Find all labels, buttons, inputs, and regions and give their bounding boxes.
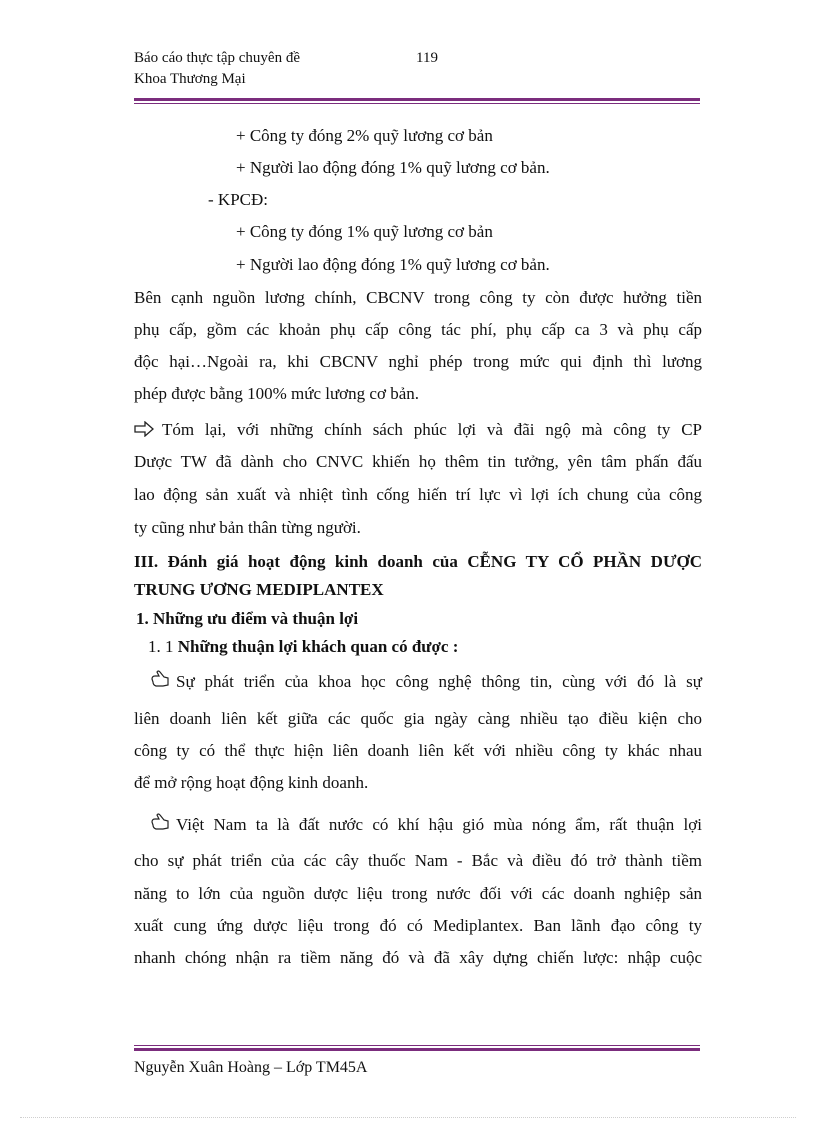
page-edge <box>20 1117 796 1118</box>
section-heading: TRUNG ƯƠNG MEDIPLANTEX <box>134 580 384 599</box>
paragraph-line: phép được bằng 100% mức lương cơ bản. <box>134 384 419 403</box>
header-rule <box>134 98 700 104</box>
paragraph-line: năng to lớn của nguồn dược liệu trong nước đối với các doanh nghiệp sản <box>134 884 702 903</box>
footer-author: Nguyễn Xuân Hoàng – Lớp TM45A <box>134 1059 368 1076</box>
paragraph-line: Dược TW đã dành cho CNVC khiến họ thêm tin tưởng, yên tâm phấn đấu <box>134 452 702 471</box>
paragraph-line: để mở rộng hoạt động kinh doanh. <box>134 773 369 792</box>
header-report-title: Báo cáo thực tập chuyên đề <box>134 50 300 66</box>
footer-rule <box>134 1045 700 1051</box>
paragraph-line: xuất cung ứng dược liệu trong đó có Mediplantex. Ban lãnh đạo công ty <box>134 916 702 935</box>
subsection-title: Những thuận lợi khách quan có được : <box>177 637 459 656</box>
list-item: + Công ty đóng 2% quỹ lương cơ bản <box>236 126 493 145</box>
header-faculty: Khoa Thương Mại <box>134 71 246 87</box>
subsection-heading <box>148 637 458 657</box>
paragraph-line: lao động sản xuất và nhiệt tình cống hiến trí lực vì lợi ích chung của công <box>134 485 702 504</box>
list-item: + Người lao động đóng 1% quỹ lương cơ bản. <box>236 158 550 177</box>
right-arrow-icon <box>134 421 154 442</box>
paragraph-line: phụ cấp, gồm các khoản phụ cấp công tác phí, phụ cấp ca 3 và phụ cấp <box>134 320 702 339</box>
paragraph-line: Bên cạnh nguồn lương chính, CBCNV trong công ty còn được hưởng tiền <box>134 288 702 307</box>
paragraph-line: Tóm lại, với những chính sách phúc lợi và đãi ngộ mà công ty CP <box>162 420 702 439</box>
section-heading: III. Đánh giá hoạt động kinh doanh của CỄNG TY CỔ PHẦN DƯỢC <box>134 552 702 571</box>
paragraph-line: Việt Nam ta là đất nước có khí hậu gió mùa nóng ẩm, rất thuận lợi <box>176 815 702 834</box>
list-item: - KPCĐ: <box>208 190 268 209</box>
paragraph-line: liên doanh liên kết giữa các quốc gia ngày càng nhiều tạo điều kiện cho <box>134 709 702 728</box>
subsection-heading: 1. Những ưu điểm và thuận lợi <box>136 609 359 628</box>
page-number: 119 <box>416 50 438 66</box>
pointing-hand-icon <box>150 813 170 836</box>
pointing-hand-icon <box>150 670 170 693</box>
paragraph-line: công ty có thể thực hiện liên doanh liên kết với nhiều công ty khác nhau <box>134 741 702 760</box>
paragraph-line: ty cũng như bản thân từng người. <box>134 518 361 537</box>
list-item: + Công ty đóng 1% quỹ lương cơ bản <box>236 222 493 241</box>
subsection-number: 1. 1 <box>148 637 174 656</box>
paragraph-line: nhanh chóng nhận ra tiềm năng đó và đã xây dựng chiến lược: nhập cuộc <box>134 948 702 967</box>
paragraph-line: cho sự phát triển của các cây thuốc Nam - Bắc và điều đó trở thành tiềm <box>134 851 702 870</box>
paragraph-line: độc hại…Ngoài ra, khi CBCNV nghỉ phép trong mức qui định thì lương <box>134 352 702 371</box>
list-item: + Người lao động đóng 1% quỹ lương cơ bản. <box>236 255 550 274</box>
paragraph-line: Sự phát triển của khoa học công nghệ thông tin, cùng với đó là sự <box>176 672 702 691</box>
